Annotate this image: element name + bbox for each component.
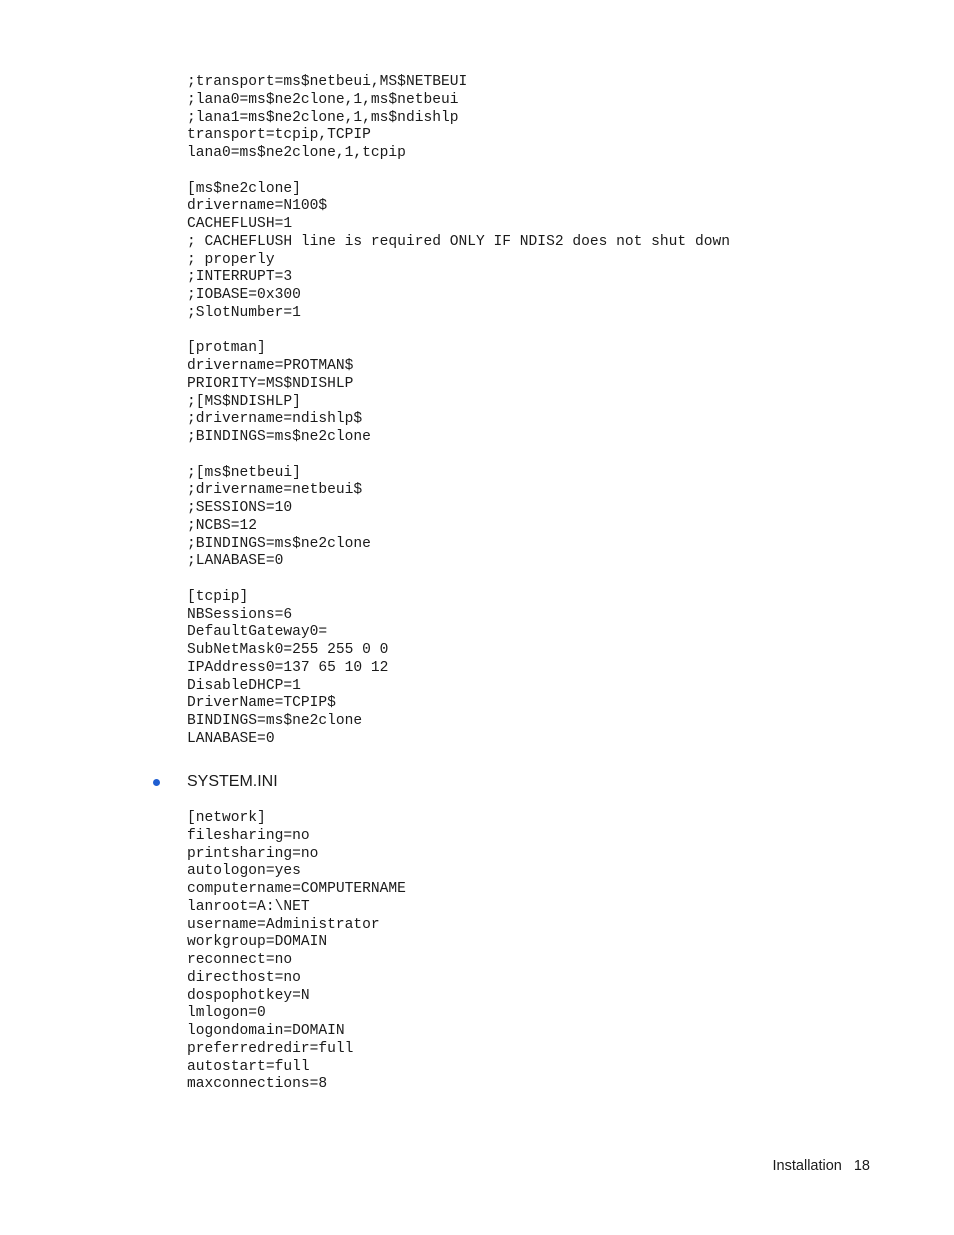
page-footer [773, 1158, 870, 1174]
page-number: 18 [853, 1158, 870, 1174]
bullet-icon [153, 779, 160, 786]
footer-section-title: Installation [772, 1158, 842, 1174]
bullet-label: SYSTEM.INI [187, 773, 278, 790]
code-block-protocol-ini: ;transport=ms$netbeui,MS$NETBEUI ;lana0=ms$ne2clone,1,ms$netbeui ;lana1=ms$ne2clone,1,ms$ndishlp transport=tcpip,TCPIP lana0=ms$ne2clone,1,tcpip [ms$ne2clone] drivername=N100$ CACHEFLUSH=1 ; CACHEFLUSH line is required ONLY IF NDIS2 does not shut down ; properly ;INTERRUPT=3 ;IOBASE=0x300 ;SlotNumber=1 [protman] drivername=PROTMAN$ PRIORITY=MS$NDISHLP ;[MS$NDISHLP] ;drivername=ndishlp$ ;BINDINGS=ms$ne2clone ;[ms$netbeui] ;drivername=netbeui$ ;SESSIONS=10 ;NCBS=12 ;BINDINGS=ms$ne2clone ;LANABASE=0 [tcpip] NBSessions=6 DefaultGateway0= SubNetMask0=255 255 0 0 IPAddress0=137 65 10 12 DisableDHCP=1 DriverName=TCPIP$ BINDINGS=ms$ne2clone LANABASE=0 [187, 74, 730, 747]
bullet-item-system-ini [150, 772, 278, 792]
code-block-system-ini: [network] filesharing=no printsharing=no autologon=yes computername=COMPUTERNAME lanroot=A:\NET username=Administrator workgroup=DOMAIN reconnect=no directhost=no dospophotkey=N lmlogon=0 logondomain=DOMAIN preferredredir=full autostart=full maxconnections=8 [187, 810, 406, 1093]
